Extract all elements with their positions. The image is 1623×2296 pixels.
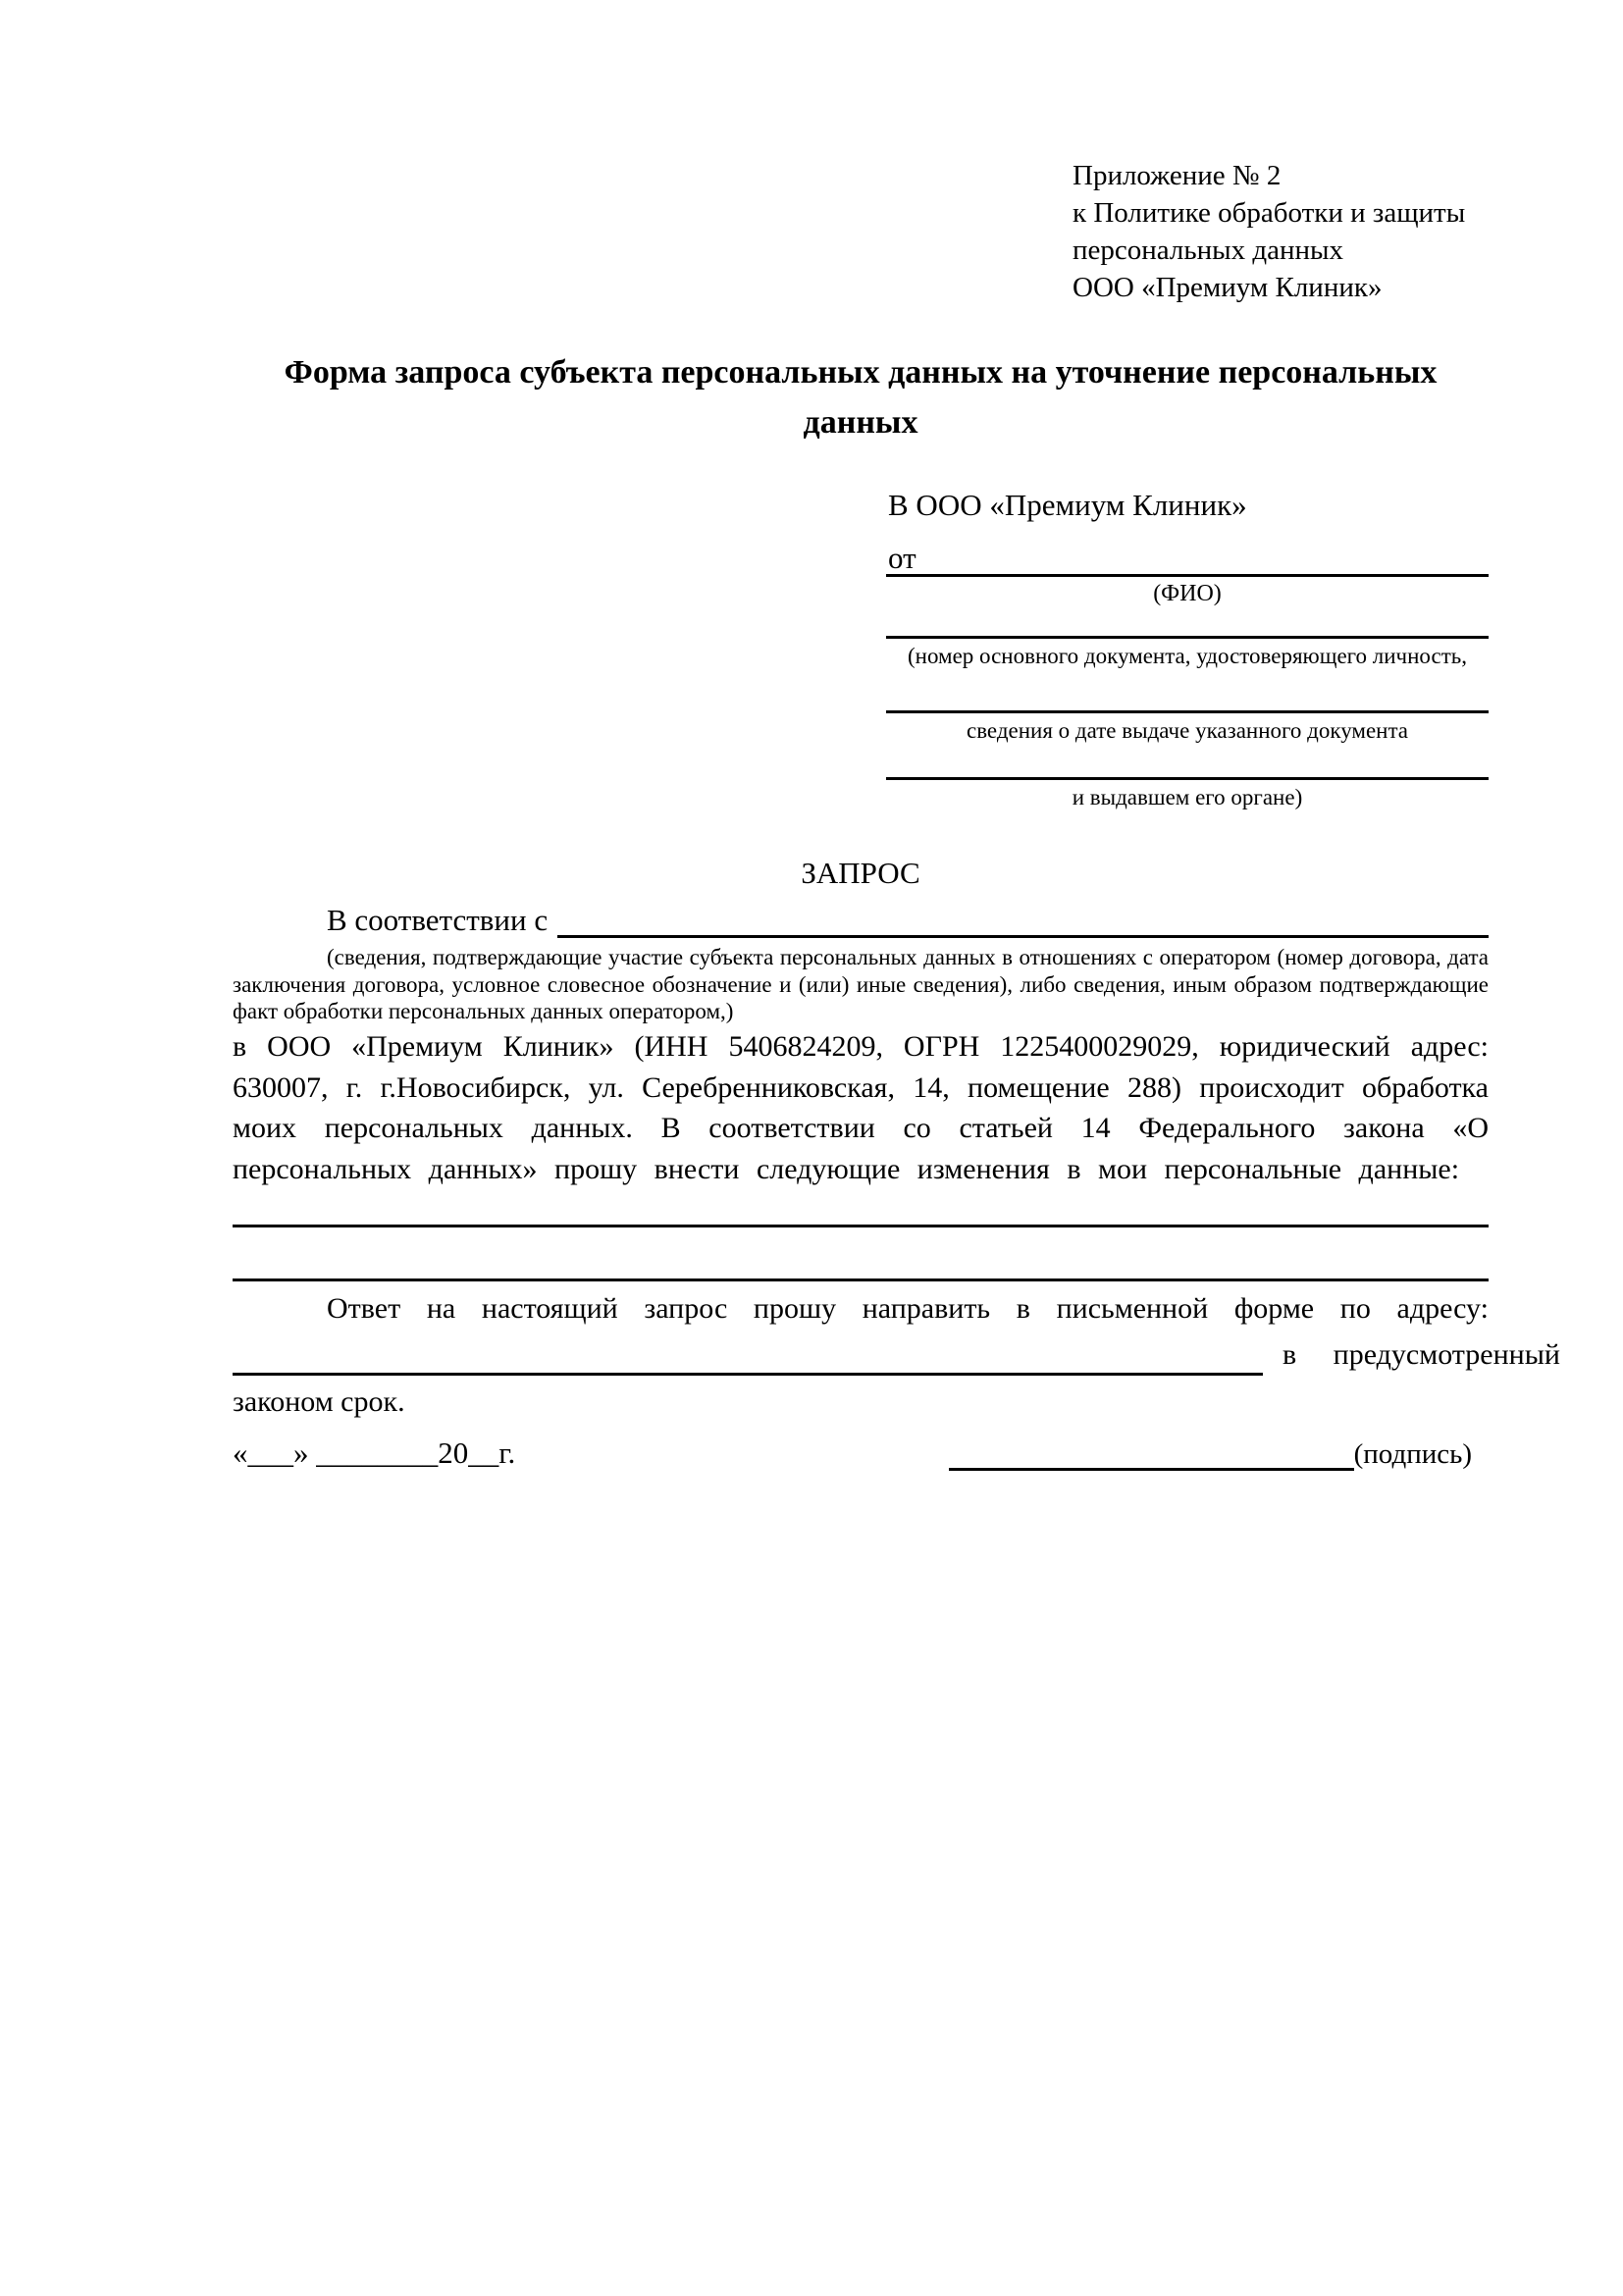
document-number-blank-line [886, 636, 1489, 639]
answer-paragraph [233, 1288, 1560, 1422]
answer-tail-text: в предусмотренный [1283, 1338, 1560, 1371]
fio-caption: (ФИО) [1153, 581, 1222, 606]
address-blank-line [233, 1327, 1263, 1376]
intro-caption: (сведения, подтверждающие участие субъекта персональных данных в отношениях с оператором (номер договора, дата заключения договора, условное словесное обозначение и (или) иные сведения), либо сведения, иным образом подтверждающие факт обработки персональных данных оператором,) [233, 945, 1489, 1023]
changes-blank-line-1 [233, 1225, 1489, 1227]
appendix-line: персональных данных [1073, 235, 1344, 266]
answer-address-row [233, 1330, 1560, 1376]
intro-row [233, 901, 1489, 938]
appendix-line: ООО «Премиум Клиник» [1073, 272, 1383, 303]
addressee-from-label: от [888, 541, 916, 575]
signature-caption: (подпись) [1353, 1438, 1472, 1470]
field-issuing-authority [886, 777, 1489, 810]
intro-blank-line [557, 898, 1489, 938]
date-blank: «___» ________20__г. [233, 1435, 516, 1470]
document-number-caption: (номер основного документа, удостоверяющего личность, [907, 644, 1467, 668]
fio-blank-line [886, 574, 1489, 577]
request-body: в ООО «Премиум Клиник» (ИНН 5406824209, ОГРН 1225400029029, юридический адрес: 630007, г. г.Новосибирск, ул. Серебренниковская, 14, помещение 288) происходит обработка моих персональных данных. В соответствии со статьей 14 Федерального закона «О персональных данных» прошу внести следующие изменения в мои персональные данные: [233, 1030, 1489, 1185]
field-fio [886, 574, 1489, 607]
appendix-block [1073, 157, 1465, 306]
signature-blank-line [949, 1435, 1354, 1471]
appendix-line: к Политике обработки и защиты [1073, 197, 1466, 229]
request-heading: ЗАПРОС [801, 856, 920, 890]
footer-row [233, 1435, 1489, 1471]
field-document-number [886, 636, 1489, 669]
appendix-line: Приложение № 2 [1073, 160, 1282, 191]
field-issue-date [886, 710, 1489, 744]
addressee-to: В ООО «Премиум Клиник» [888, 488, 1247, 522]
changes-blank-line-2 [233, 1278, 1489, 1281]
issuing-authority-caption: и выдавшем его органе) [1072, 785, 1303, 809]
signature-group [949, 1435, 1472, 1471]
issuing-authority-blank-line [886, 777, 1489, 780]
answer-closing-text: законом срок. [233, 1384, 405, 1418]
issue-date-caption: сведения о дате выдаче указанного документа [966, 718, 1409, 743]
intro-label: В соответствии с [327, 903, 549, 937]
issue-date-blank-line [886, 710, 1489, 713]
document-title: Форма запроса субъекта персональных данных на уточнение персональных данных [284, 354, 1438, 441]
answer-first-line: Ответ на настоящий запрос прошу направить в письменной форме по адресу: [327, 1292, 1489, 1325]
